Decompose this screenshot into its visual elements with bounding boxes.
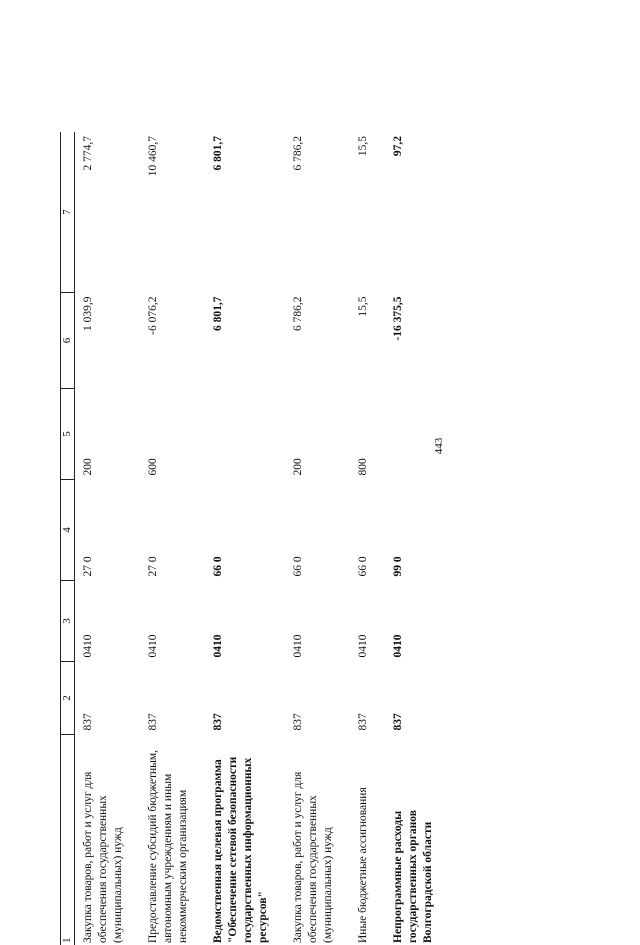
row-target-code: 66 0: [197, 480, 277, 581]
row-target-code: 99 0: [377, 480, 442, 581]
row-ministry-code: 837: [377, 662, 442, 735]
table-row: [197, 132, 277, 945]
row-change-amount: 1 039,9: [75, 293, 133, 389]
row-expense-type: 800: [342, 389, 377, 480]
row-name: Закупка товаров, работ и услуг для обеспечения государственных (муниципальных) нужд: [75, 735, 133, 945]
table-row: [377, 132, 442, 945]
row-total-amount: 15,5: [342, 132, 377, 293]
row-change-amount: -16 375,5: [377, 293, 442, 389]
table-row: [75, 132, 133, 945]
row-section-code: 0410: [75, 581, 133, 662]
row-expense-type: [377, 389, 442, 480]
table-row: [277, 132, 342, 945]
row-section-code: 0410: [132, 581, 197, 662]
table-row: [132, 132, 197, 945]
row-target-code: 66 0: [277, 480, 342, 581]
row-name: Предоставление субсидий бюджетным, автономным учреждениям и иным некоммерческим организациям: [132, 735, 197, 945]
row-ministry-code: 837: [277, 662, 342, 735]
row-ministry-code: 837: [197, 662, 277, 735]
header-col-4: 4: [61, 480, 75, 581]
budget-table: [60, 132, 442, 945]
row-name: Иные бюджетные ассигнования: [342, 735, 377, 945]
row-total-amount: 2 774,7: [75, 132, 133, 293]
row-section-code: 0410: [377, 581, 442, 662]
row-ministry-code: 837: [75, 662, 133, 735]
row-expense-type: 600: [132, 389, 197, 480]
row-change-amount: 6 786,2: [277, 293, 342, 389]
row-target-code: 66 0: [342, 480, 377, 581]
row-name: Ведомственная целевая программа "Обеспечение сетевой безопасности государственных информационных ресурсов": [197, 735, 277, 945]
document-sheet: [60, 130, 580, 945]
row-total-amount: 10 460,7: [132, 132, 197, 293]
row-target-code: 27 0: [75, 480, 133, 581]
row-section-code: 0410: [197, 581, 277, 662]
row-ministry-code: 837: [342, 662, 377, 735]
row-change-amount: -6 076,2: [132, 293, 197, 389]
row-change-amount: 6 801,7: [197, 293, 277, 389]
row-name: Непрограммные расходы государственных органов Волгоградской области: [377, 735, 442, 945]
row-expense-type: 200: [75, 389, 133, 480]
budget-table-rotated: [60, 130, 580, 945]
row-expense-type: [197, 389, 277, 480]
header-col-1: 1: [61, 735, 75, 945]
header-col-6: 6: [61, 293, 75, 389]
header-col-5: 5: [61, 389, 75, 480]
row-target-code: 27 0: [132, 480, 197, 581]
header-col-2: 2: [61, 662, 75, 735]
row-total-amount: 6 786,2: [277, 132, 342, 293]
table-row: [342, 132, 377, 945]
header-col-7: 7: [61, 132, 75, 293]
row-name: Закупка товаров, работ и услуг для обеспечения государственных (муниципальных) нужд: [277, 735, 342, 945]
row-section-code: 0410: [342, 581, 377, 662]
header-col-3: 3: [61, 581, 75, 662]
page-number: 443: [433, 435, 445, 457]
row-ministry-code: 837: [132, 662, 197, 735]
table-header-row: [61, 132, 75, 945]
row-total-amount: 97,2: [377, 132, 442, 293]
row-expense-type: 200: [277, 389, 342, 480]
row-total-amount: 6 801,7: [197, 132, 277, 293]
row-section-code: 0410: [277, 581, 342, 662]
row-change-amount: 15,5: [342, 293, 377, 389]
